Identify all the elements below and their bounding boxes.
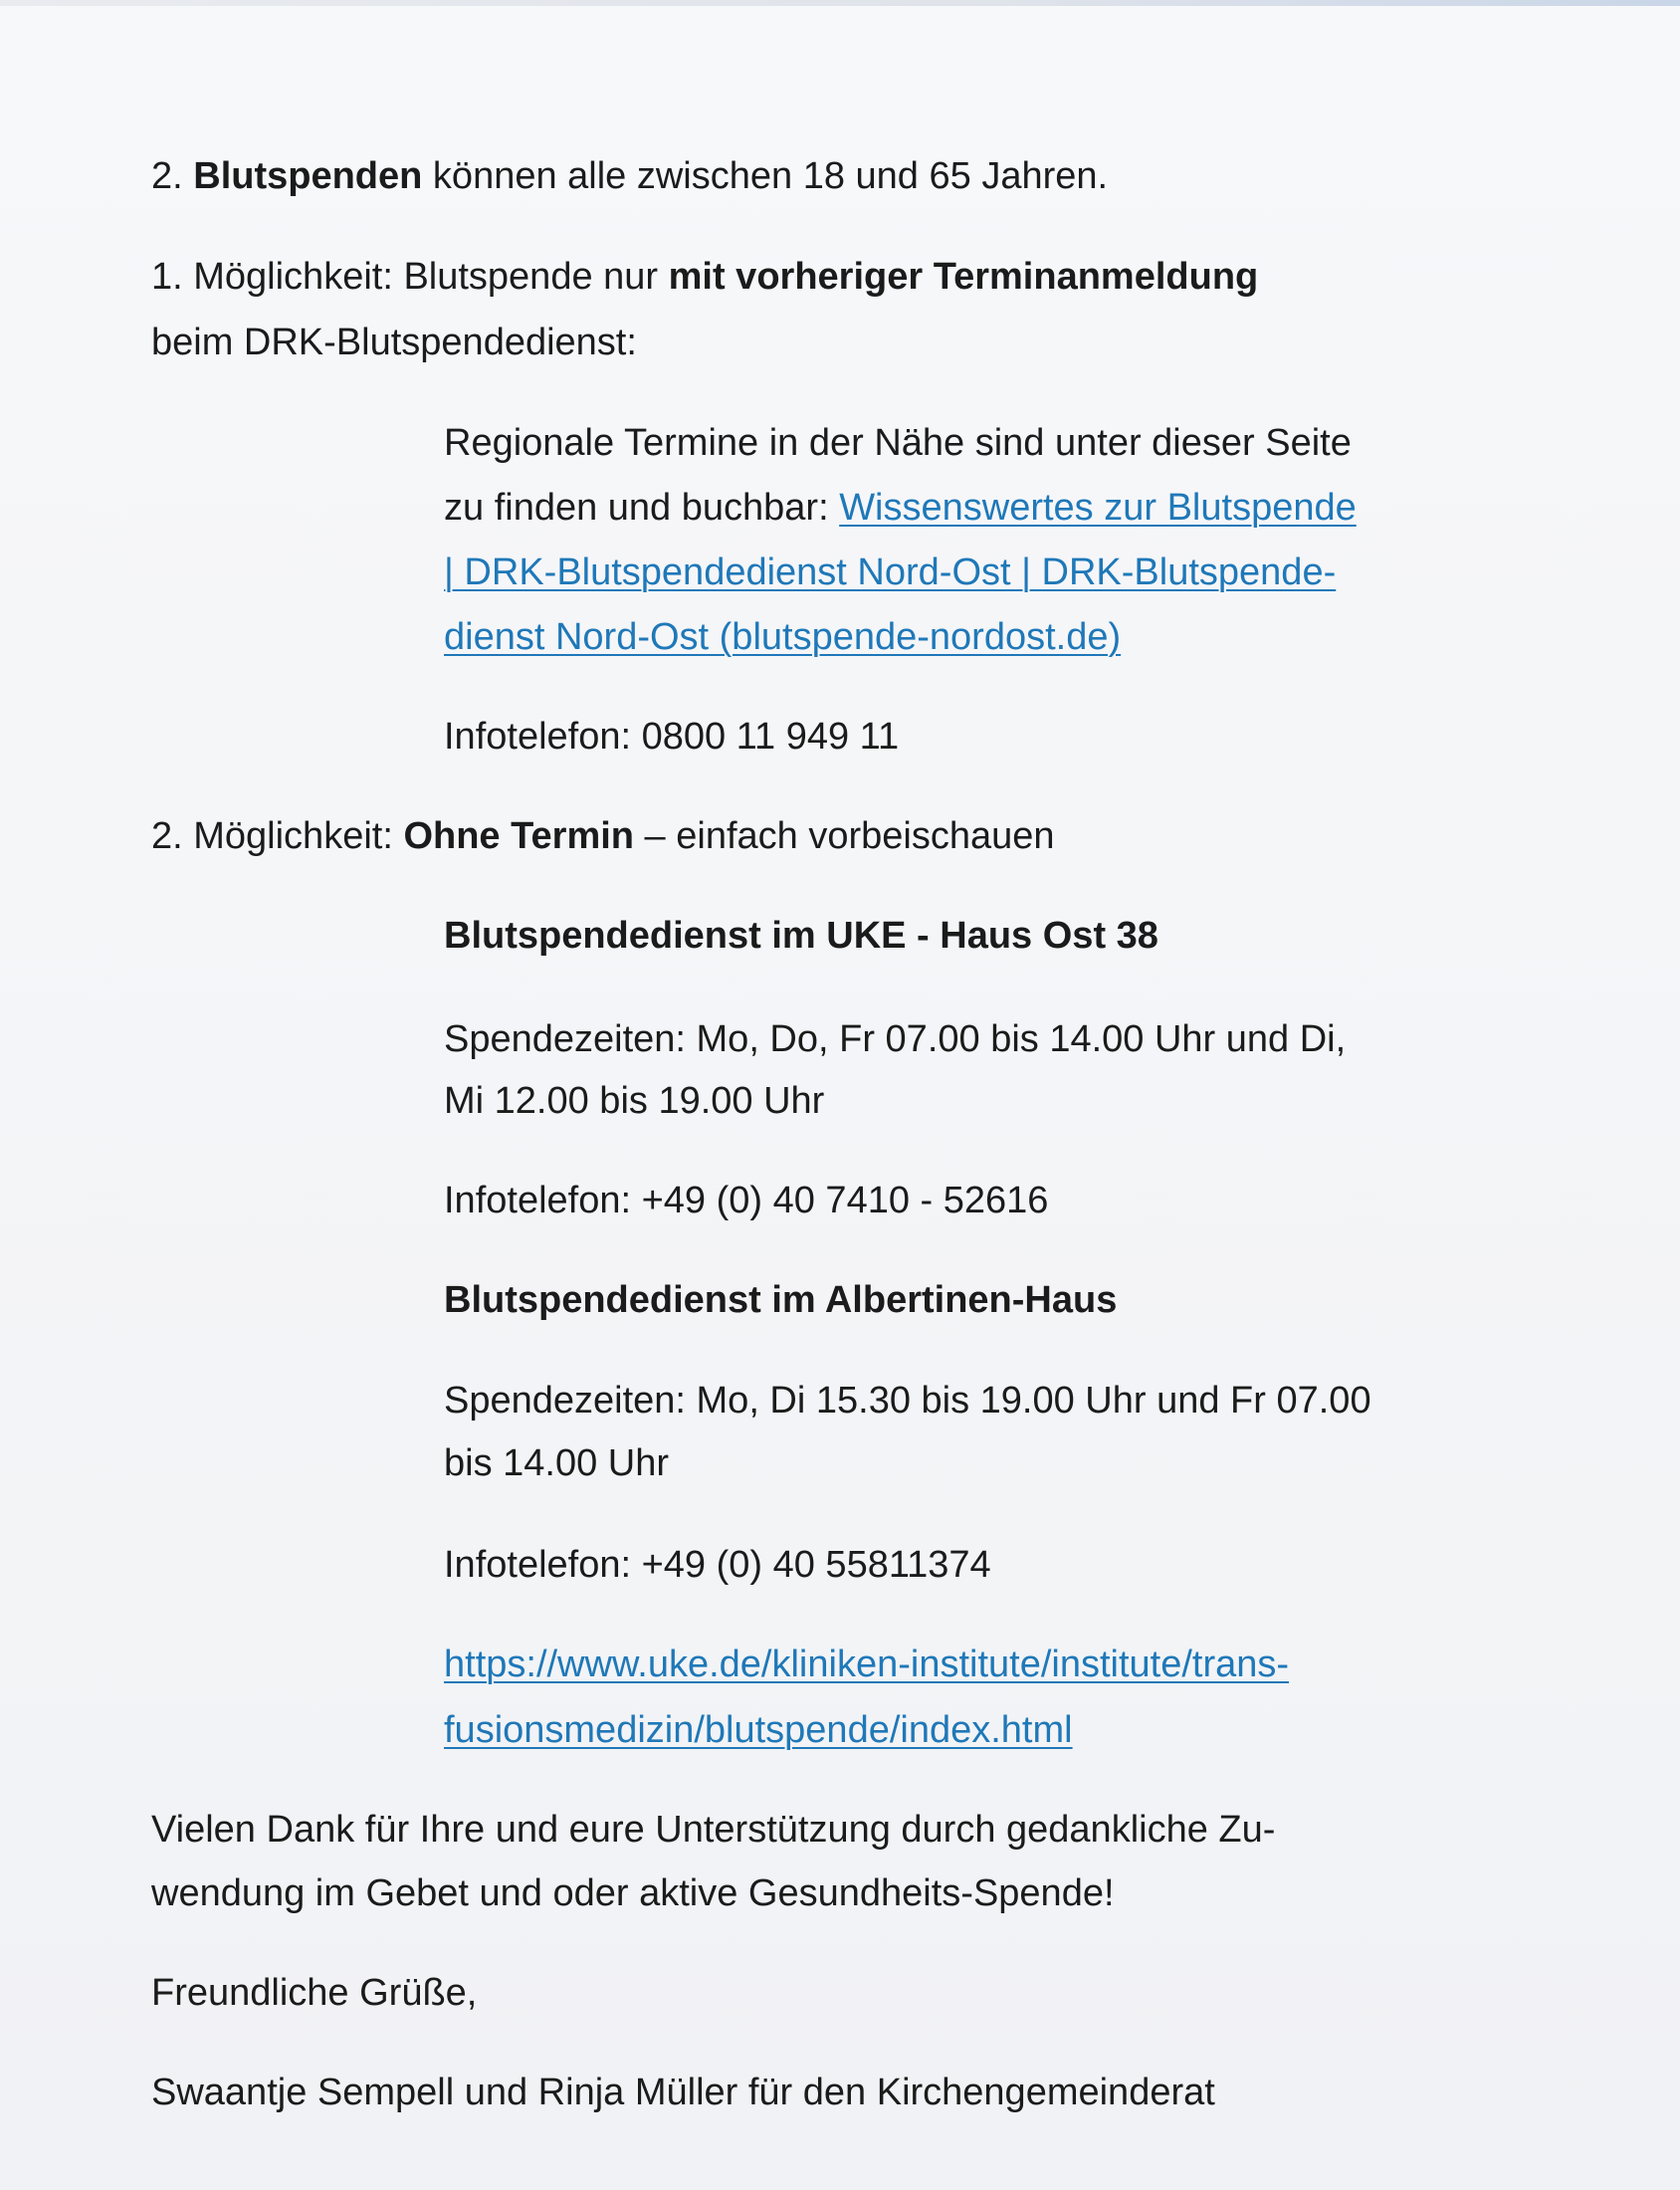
option2-bold: Ohne Termin xyxy=(403,815,634,857)
regional-line2 xyxy=(444,486,1357,530)
option1-heading xyxy=(151,255,1258,299)
uke-link-line1 xyxy=(444,1642,1289,1686)
albertinen-times-line1: Spendezeiten: Mo, Di 15.30 bis 19.00 Uhr und Fr 07.00 xyxy=(444,1380,1371,1422)
option1-phone: Infotelefon: 0800 11 949 11 xyxy=(444,716,900,758)
intro-line xyxy=(151,154,1108,198)
drk-link-part3[interactable]: dienst Nord-Ost (blutspende-nordost.de) xyxy=(444,616,1122,658)
intro-bold: Blutspenden xyxy=(193,155,423,197)
uke-link-line2 xyxy=(444,1708,1073,1752)
option1-bold: mit vorheriger Terminanmeldung xyxy=(668,256,1259,298)
drk-link-part1[interactable]: Wissenswertes zur Blutspende xyxy=(839,487,1357,529)
uke-title: Blutspendedienst im UKE - Haus Ost 38 xyxy=(444,915,1158,957)
greeting: Freundliche Grüße, xyxy=(151,1972,478,2014)
uke-times-line1: Spendezeiten: Mo, Do, Fr 07.00 bis 14.00 Uhr und Di, xyxy=(444,1018,1347,1060)
thanks-line2: wendung im Gebet und oder aktive Gesundheits-Spende! xyxy=(151,1872,1115,1914)
intro-rest: können alle zwischen 18 und 65 Jahren. xyxy=(422,155,1109,197)
albertinen-phone: Infotelefon: +49 (0) 40 55811374 xyxy=(444,1544,991,1586)
option2-heading xyxy=(151,814,1055,858)
drk-link-line2 xyxy=(444,550,1336,594)
signature: Swaantje Sempell und Rinja Müller für den Kirchengemeinderat xyxy=(151,2072,1215,2113)
drk-link-line3 xyxy=(444,615,1121,659)
option2-rest: – einfach vorbeischauen xyxy=(634,815,1055,857)
albertinen-title: Blutspendedienst im Albertinen-Haus xyxy=(444,1279,1118,1321)
uke-times-line2: Mi 12.00 bis 19.00 Uhr xyxy=(444,1080,825,1122)
page-top-edge xyxy=(0,0,1680,6)
option2-prefix: 2. Möglichkeit: xyxy=(151,815,404,857)
option1-line2: beim DRK-Blutspendedienst: xyxy=(151,322,637,363)
uke-phone: Infotelefon: +49 (0) 40 7410 - 52616 xyxy=(444,1180,1049,1221)
thanks-line1: Vielen Dank für Ihre und eure Unterstützung durch gedankliche Zu- xyxy=(151,1809,1276,1851)
regional-line2-prefix: zu finden und buchbar: xyxy=(444,487,840,529)
regional-line1: Regionale Termine in der Nähe sind unter dieser Seite xyxy=(444,422,1352,464)
intro-number: 2. xyxy=(151,155,194,197)
option1-prefix: 1. Möglichkeit: Blutspende nur xyxy=(151,256,669,298)
uke-link-part2[interactable]: fusionsmedizin/blutspende/index.html xyxy=(444,1709,1073,1751)
uke-link-part1[interactable]: https://www.uke.de/kliniken-institute/institute/trans- xyxy=(444,1643,1290,1685)
drk-link-part2[interactable]: | DRK-Blutspendedienst Nord-Ost | DRK-Blutspende- xyxy=(444,551,1337,593)
albertinen-times-line2: bis 14.00 Uhr xyxy=(444,1442,670,1484)
